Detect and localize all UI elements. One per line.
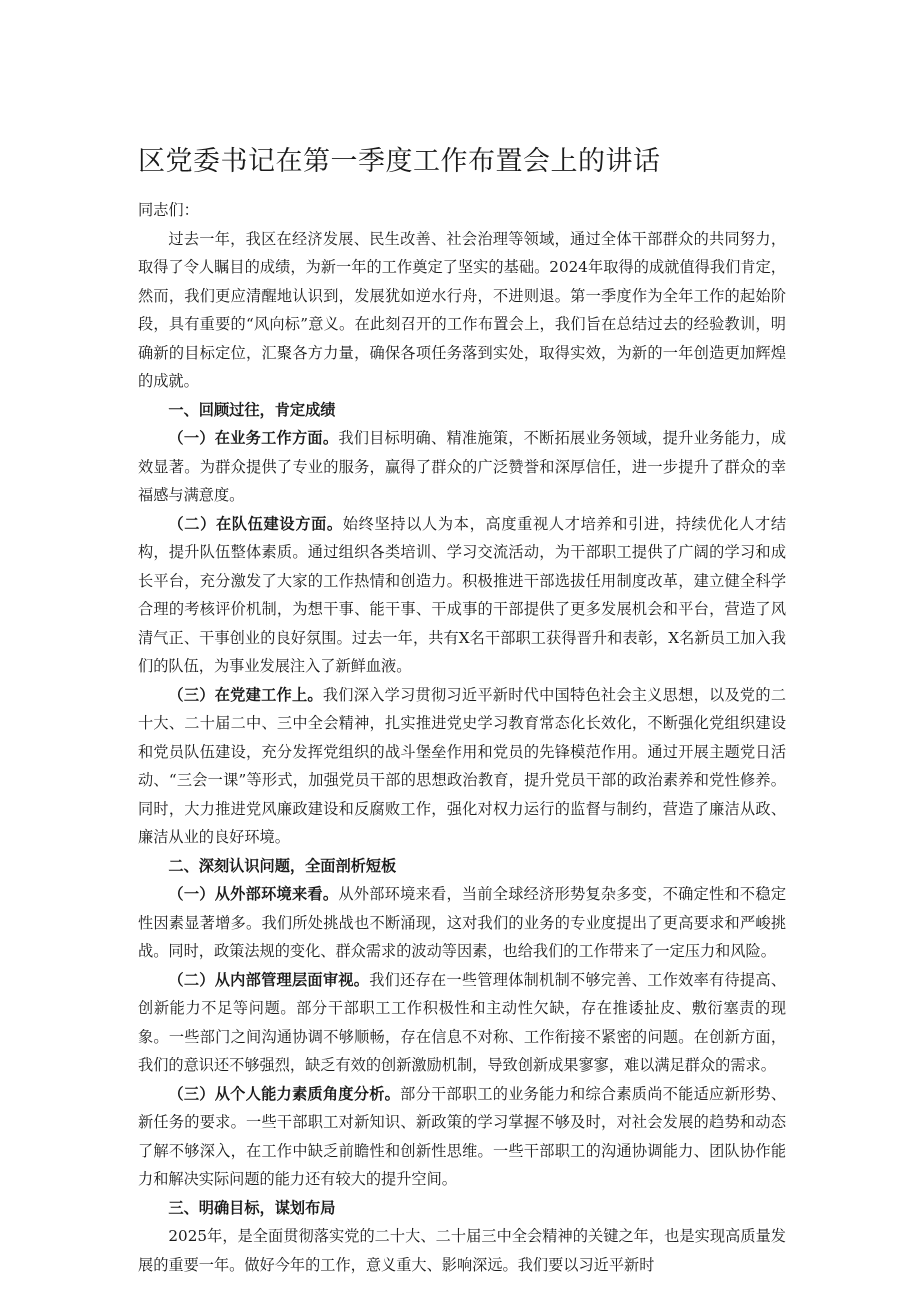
item-lead: （三）从个人能力素质角度分析。	[168, 1084, 401, 1103]
item-lead: （二）在队伍建设方面。	[168, 514, 343, 533]
section-heading-2: 二、深刻认识问题，全面剖析短板	[168, 856, 397, 875]
document-page	[138, 140, 786, 1279]
section-2-item-2	[138, 966, 786, 1080]
item-lead: （二）从内部管理层面审视。	[168, 970, 370, 989]
section-heading-1: 一、回顾过往，肯定成绩	[168, 400, 336, 419]
item-body: 始终坚持以人为本，高度重视人才培养和引进，持续优化人才结构，提升队伍整体素质。通过组织各类培训、学习交流活动，为干部职工提供了广阔的学习和成长平台，充分激发了大家的工作热情和创造力。积极推进干部选拔任用制度改革，建立健全科学合理的考核评价机制，为想干事、能干事、干成事的干部提供了更多发展机会和平台，营造了风清气正、干事创业的良好氛围。过去一年，共有X名干部职工获得晋升和表彰，X名新员工加入我们的队伍，为事业发展注入了新鲜血液。	[138, 514, 787, 675]
salutation: 同志们：	[138, 201, 199, 219]
item-lead: （三）在党建工作上。	[168, 685, 323, 704]
item-body: 我们还存在一些管理体制机制不够完善、工作效率有待提高、创新能力不足等问题。部分干部职工工作积极性和主动性欠缺，存在推诿扯皮、敷衍塞责的现象。一些部门之间沟通协调不够顺畅，存在信息不对称、工作衔接不紧密的问题。在创新方面，我们的意识还不够强烈，缺乏有效的创新激励机制，导致创新成果寥寥，难以满足群众的需求。	[138, 970, 787, 1074]
section-1-item-3	[138, 681, 786, 852]
item-body: 我们深入学习贯彻习近平新时代中国特色社会主义思想，以及党的二十大、二十届二中、三中全会精神，扎实推进党史学习教育常态化长效化，不断强化党组织建设和党员队伍建设，充分发挥党组织的战斗堡垒作用和党员的先锋模范作用。通过开展主题党日活动、“三会一课”等形式，加强党员干部的思想政治教育，提升党员干部的政治素养和党性修养。同时，大力推进党风廉政建设和反腐败工作，强化对权力运行的监督与制约，营造了廉洁从政、廉洁从业的良好环境。	[138, 685, 787, 846]
document-title: 区党委书记在第一季度工作布置会上的讲话	[138, 146, 661, 177]
item-lead: （一）从外部环境来看。	[168, 885, 339, 903]
section-heading-3: 三、明确目标，谋划布局	[168, 1198, 336, 1217]
item-body: 从外部环境来看，当前全球经济形势复杂多变，不确定性和不稳定性因素显著增多。我们所处挑战也不断涌现，这对我们的业务的专业度提出了更高要求和严峻挑战。同时，政策法规的变化、群众需求的波动等因素，也给我们的工作带来了一定压力和风险。	[138, 885, 787, 960]
section-2-item-3	[138, 1080, 786, 1194]
item-body: 我们目标明确、精准施策，不断拓展业务领域，提升业务能力，成效显著。为群众提供了专业的服务，赢得了群众的广泛赞誉和深厚信任，进一步提升了群众的幸福感与满意度。	[138, 429, 787, 504]
section-3-paragraph: 2025年，是全面贯彻落实党的二十大、二十届三中全会精神的关键之年，也是实现高质量发展的重要一年。做好今年的工作，意义重大、影响深远。我们要以习近平新时	[138, 1227, 786, 1274]
intro-paragraph: 过去一年，我区在经济发展、民生改善、社会治理等领域，通过全体干部群众的共同努力，取得了令人瞩目的成绩，为新一年的工作奠定了坚实的基础。2024年取得的成就值得我们肯定，然而，我们更应清醒地认识到，发展犹如逆水行舟，不进则退。第一季度作为全年工作的起始阶段，具有重要的“风向标”意义。在此刻召开的工作布置会上，我们旨在总结过去的经验教训，明确新的目标定位，汇聚各方力量，确保各项任务落到实处，取得实效，为新的一年创造更加辉煌的成就。	[138, 229, 786, 390]
section-1-item-1	[138, 424, 786, 510]
section-1-item-2	[138, 510, 786, 681]
section-2-item-1	[138, 880, 786, 966]
item-body: 部分干部职工的业务能力和综合素质尚不能适应新形势、新任务的要求。一些干部职工对新知识、新政策的学习掌握不够及时，对社会发展的趋势和动态了解不够深入，在工作中缺乏前瞻性和创新性思维。一些干部职工的沟通协调能力、团队协作能力和解决实际问题的能力还有较大的提升空间。	[138, 1084, 787, 1188]
item-lead: （一）在业务工作方面。	[168, 429, 339, 447]
